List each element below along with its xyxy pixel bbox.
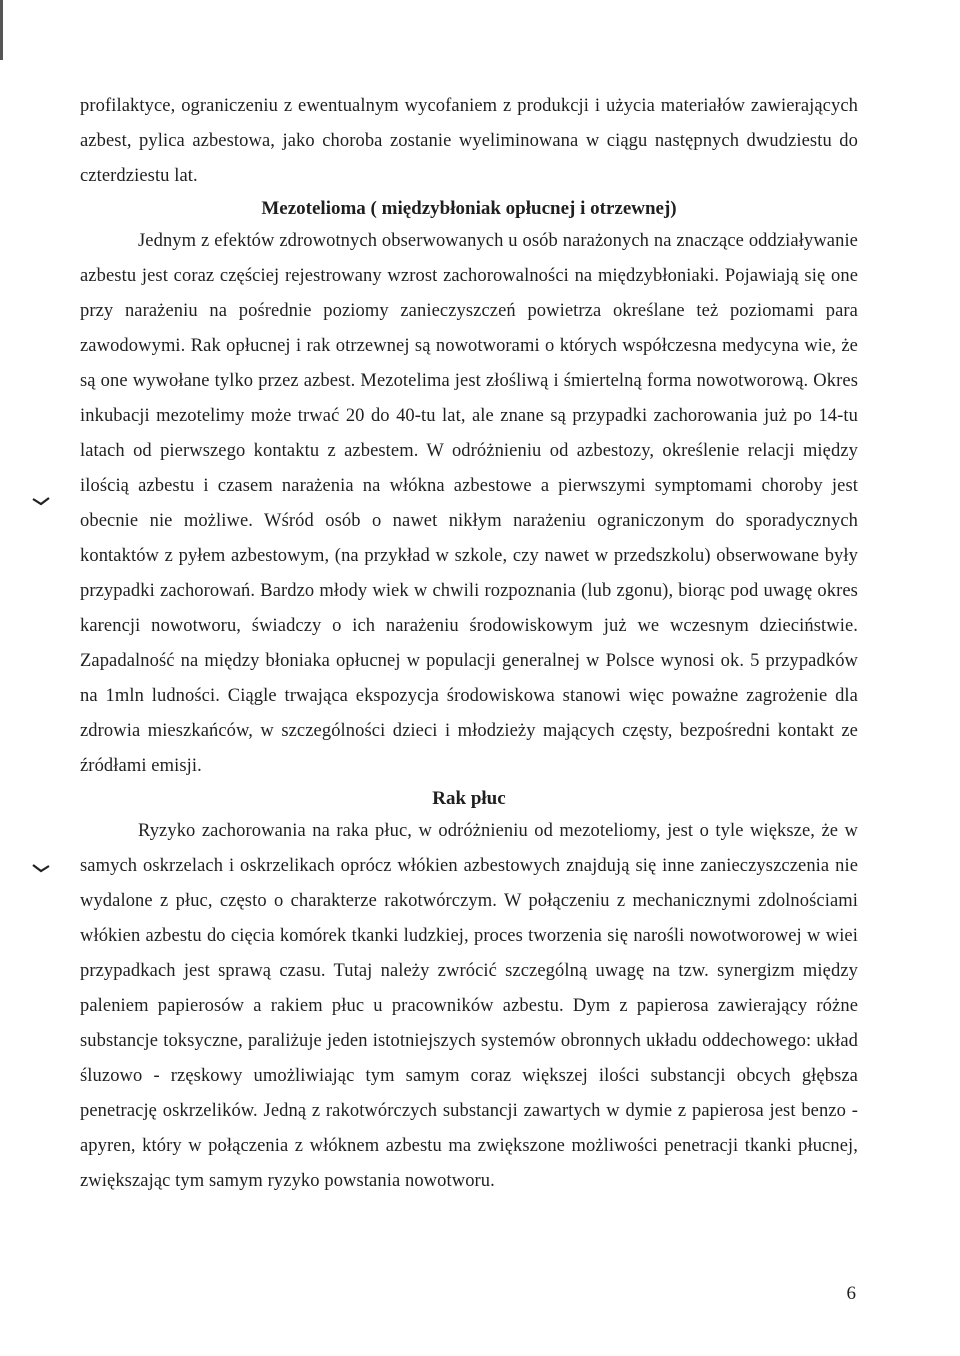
page-number: 6 — [846, 1283, 856, 1304]
rak-pluc-paragraph: Ryzyko zachorowania na raka płuc, w odróżnieniu od mezoteliomy, jest o tyle większe, że w samych oskrzelach i oskrzelikach oprócz włókien azbestowych znajdują się inne zanieczyszczenia nie wydalone z płuc, często o charakterze rakotwórczym. W połączeniu z mechanicznymi zdolnościami włókien azbestu do cięcia komórek tkanki ludzkiej, proces tworzenia się narośli nowotworowej w wiei przypadkach jest sprawą czasu. Tutaj należy zwrócić szczególną uwagę na tzw. synergizm między paleniem papierosów a rakiem płuc u pracowników azbestu. Dym z papierosa zawierający różne substancje toksyczne, paraliżuje jeden istotniejszych systemów obronnych układu oddechowego: układ śluzowo - rzęskowy umożliwiając tym samym coraz większej ilości substancji obcych głębsza penetrację oskrzelików. Jedną z rakotwórczych substancji zawartych w dymie z papierosa jest benzo - apyren, który w połączenia z włóknem azbestu ma zwiększone możliwości penetracji tkanki płucnej, zwiększając tym samym ryzyko powstania nowotworu. — [80, 821, 858, 1191]
mezotelioma-paragraph: Jednym z efektów zdrowotnych obserwowanych u osób narażonych na znaczące oddziaływanie azbestu jest coraz częściej rejestrowany wzrost zachorowalności na międzybłoniaki. Pojawiają się one przy narażeniu na pośrednie poziomy zanieczyszczeń powietrza określane też poziomami para zawodowymi. Rak opłucnej i rak otrzewnej są nowotworami o których współczesna medycyna wie, że są one wywołane tylko przez azbest. Mezotelima jest złośliwą i śmiertelną forma nowotworową. Okres inkubacji mezotelimy może trwać 20 do 40-tu lat, ale znane są przypadki zachorowania już po 14-tu latach od pierwszego kontaktu z azbestem. W odróżnieniu od azbestozy, określenie relacji między ilością azbestu i czasem narażenia na włókna azbestowe a pierwszymi symptomami choroby jest obecnie nie możliwe. Wśród osób o nawet nikłym narażeniu ograniczonym do sporadycznych kontaktów z pyłem azbestowym, (na przykład w szkole, czy nawet w przedszkolu) obserwowane były przypadki zachorowań. Bardzo młody wiek w chwili rozpoznania (lub zgonu), biorąc pod uwagę okres karencji nowotworu, świadczy o ich narażeniu środowiskowym już we wczesnym dzieciństwie. Zapadalność na między błoniaka opłucnej w populacji generalnej w Polsce wynosi ok. 5 przypadków na 1mln ludności. Ciągle trwająca ekspozycja środowiskowa stanowi więc poważne zagrożenie dla zdrowia mieszkańców, w szczególności dzieci i młodzieży mających częsty, bezpośredni kontakt ze źródłami emisji. — [80, 231, 858, 776]
section-heading-mezotelioma: Mezotelioma ( międzybłoniak opłucnej i otrzewnej) — [261, 198, 677, 219]
scan-edge-line — [0, 0, 3, 60]
margin-mark — [32, 497, 50, 506]
intro-paragraph: profilaktyce, ograniczeniu z ewentualnym wycofaniem z produkcji i użycia materiałów zawierających azbest, pylica azbestowa, jako choroba zostanie wyeliminowana w ciągu następnych dwudziestu do czterdziestu lat. — [80, 96, 858, 186]
section-heading-rak-pluc: Rak płuc — [432, 788, 506, 809]
document-body — [80, 89, 858, 1199]
margin-mark — [32, 864, 50, 873]
